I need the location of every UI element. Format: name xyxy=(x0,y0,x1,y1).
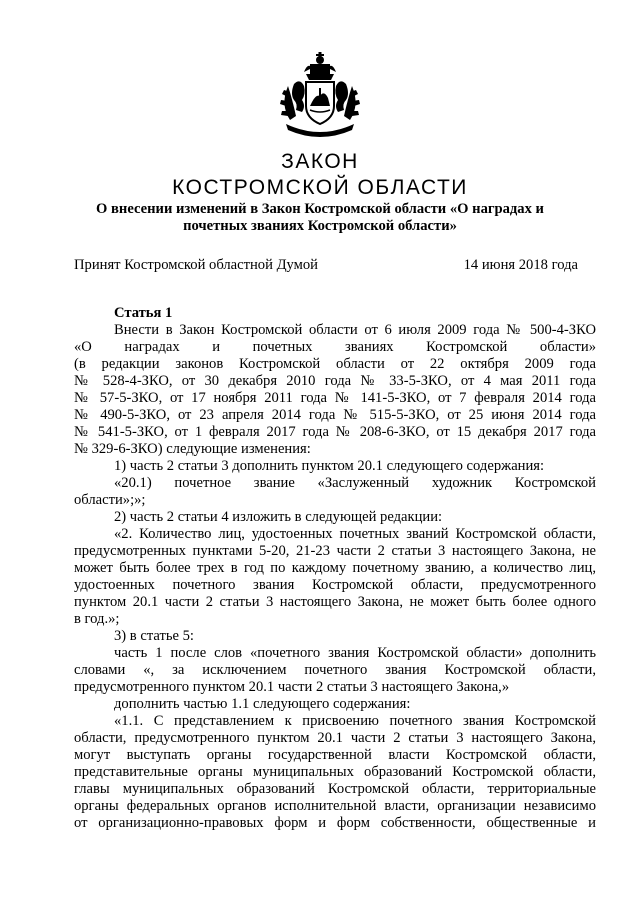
article-heading: Статья 1 xyxy=(114,305,173,321)
text-line: «1.1. С представлением к присвоению почетного звания Костромской xyxy=(114,713,596,729)
subtitle-line: О внесении изменений в Закон Костромской области «О наградах и xyxy=(96,201,544,217)
text-line: области, предусмотренного пунктом 20.1 части 2 статьи 3 настоящего Закона, xyxy=(74,730,596,746)
text-line: № 528-4-ЗКО, от 30 декабря 2010 года № 33-5-ЗКО, от 4 мая 2011 года xyxy=(74,373,596,389)
text-line: № 541-5-ЗКО, от 1 февраля 2017 года № 208-6-ЗКО, от 15 декабря 2017 года xyxy=(74,424,596,440)
text-line: 3) в статье 5: xyxy=(114,628,194,644)
text-line: удостоенных почетного звания Костромской области, предусмотренного xyxy=(74,577,596,593)
region-title: КОСТРОМСКОЙ ОБЛАСТИ xyxy=(172,176,468,199)
law-title: ЗАКОН xyxy=(281,150,359,173)
text-line: № 329-6-ЗКО) следующие изменения: xyxy=(74,441,311,457)
coat-of-arms-emblem xyxy=(268,50,372,142)
text-line: предусмотренного пунктом 20.1 части 2 статьи 3 настоящего Закона,» xyxy=(74,679,510,695)
text-line: 2) часть 2 статьи 4 изложить в следующей редакции: xyxy=(114,509,443,525)
text-line: 1) часть 2 статьи 3 дополнить пунктом 20.1 следующего содержания: xyxy=(114,458,545,474)
text-line: часть 1 после слов «почетного звания Костромской области» дополнить xyxy=(114,645,596,661)
text-line: главы муниципальных образований Костромской области, территориальные xyxy=(74,781,596,797)
text-line: словами «, за исключением почетного звания Костромской области, xyxy=(74,662,596,678)
text-line: органы федеральных органов исполнительной власти, организации независимо xyxy=(74,798,596,814)
text-line: Внести в Закон Костромской области от 6 июля 2009 года № 500-4-ЗКО xyxy=(114,322,596,338)
text-line: № 490-5-ЗКО, от 23 апреля 2014 года № 515-5-ЗКО, от 25 июня 2014 года xyxy=(74,407,596,423)
text-line: в год.»; xyxy=(74,611,120,627)
law-subtitle xyxy=(95,201,545,235)
text-line: области»;»; xyxy=(74,492,146,508)
adopted-by: Принят Костромской областной Думой xyxy=(74,257,318,273)
text-line: № 57-5-ЗКО, от 17 ноября 2011 года № 141-5-ЗКО, от 7 февраля 2014 года xyxy=(74,390,596,406)
text-line: (в редакции законов Костромской области от 22 октября 2009 года xyxy=(74,356,596,372)
text-line: «20.1) почетное звание «Заслуженный художник Костромской xyxy=(114,475,596,491)
text-line: «2. Количество лиц, удостоенных почетных званий Костромской области, xyxy=(114,526,596,542)
document-body xyxy=(74,305,596,832)
text-line: могут выступать органы государственной власти Костромской области, xyxy=(74,747,596,763)
subtitle-line: почетных званиях Костромской области» xyxy=(183,218,457,234)
text-line: дополнить частью 1.1 следующего содержания: xyxy=(114,696,411,712)
text-line: может быть более трех в год по каждому почетному званию, а количество лиц, xyxy=(74,560,596,576)
text-line: пунктом 20.1 части 2 статьи 3 настоящего Закона, не может быть более одного xyxy=(74,594,596,610)
text-line: представительные органы муниципальных образований Костромской области, xyxy=(74,764,596,780)
text-line: предусмотренных пунктами 5-20, 21-23 части 2 статьи 3 настоящего Закона, не xyxy=(74,543,596,559)
adopted-date: 14 июня 2018 года xyxy=(463,257,578,273)
text-line: «О наградах и почетных званиях Костромской области» xyxy=(74,339,596,355)
text-line: от организационно-правовых форм и форм собственности, общественные и xyxy=(74,815,596,831)
